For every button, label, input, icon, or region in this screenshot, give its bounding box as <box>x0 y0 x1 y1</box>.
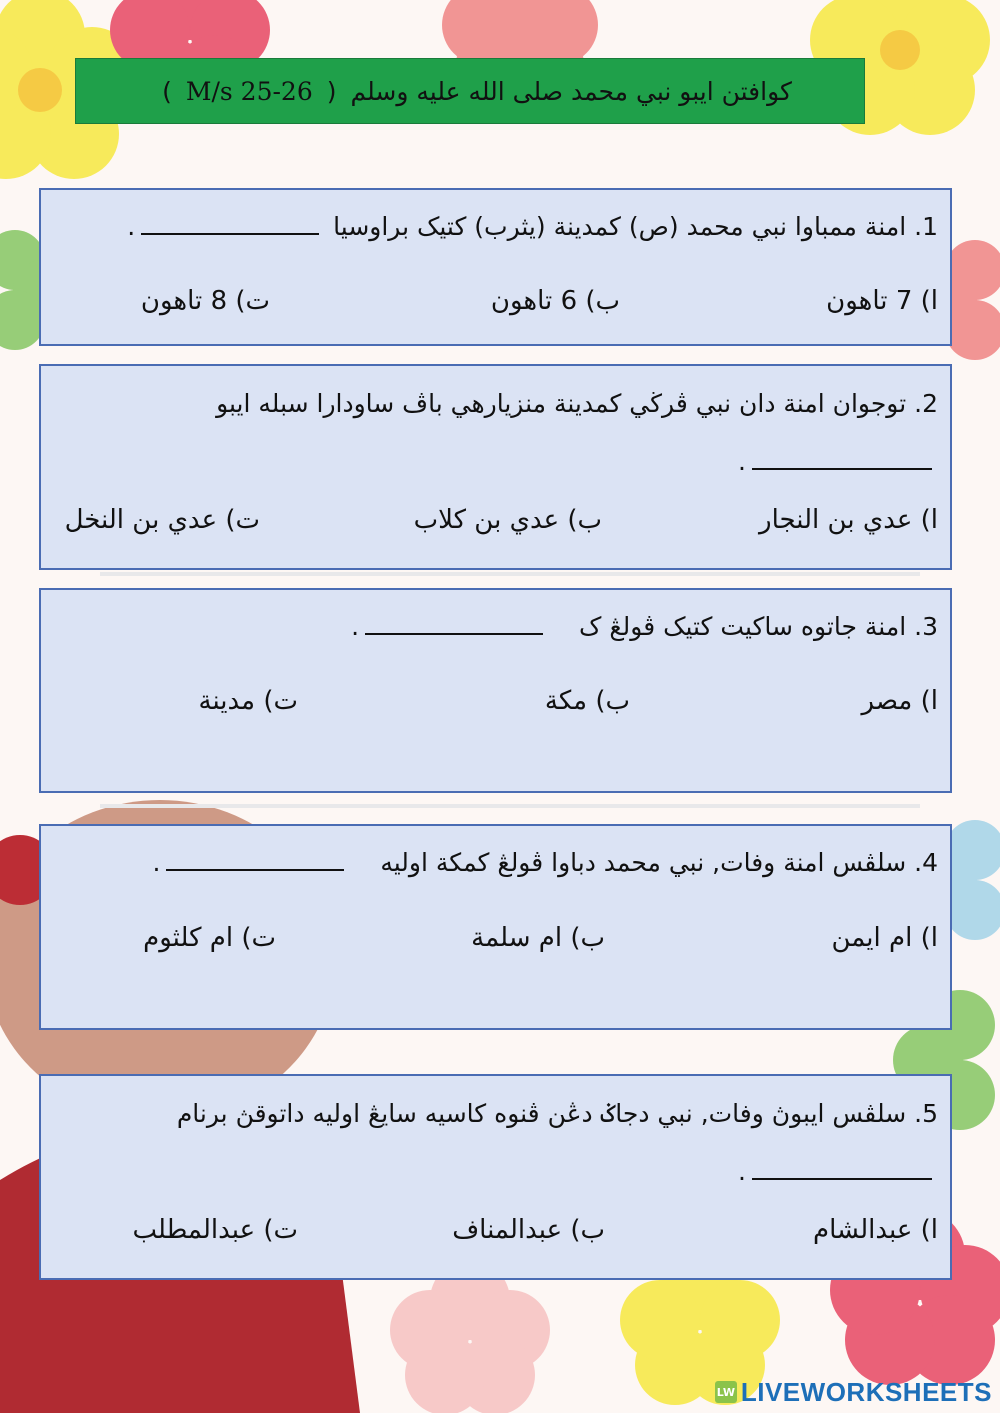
question-2-option-b[interactable]: ب) عدي بن كلاب <box>413 505 602 535</box>
question-2-number: 2. <box>914 389 938 418</box>
question-1-option-b[interactable]: ب) 6 تاهون <box>490 286 620 316</box>
question-4-end: . <box>152 848 161 877</box>
question-2-end: . <box>738 447 746 476</box>
question-5-option-b[interactable]: ب) عبدالمناف <box>452 1215 605 1245</box>
liveworksheets-icon: LW <box>715 1381 737 1403</box>
question-4-prompt: سلڤس امنة وفات, نبي محمد دباوا ڤولڠ كمكة اوليه <box>380 848 907 877</box>
divider <box>100 804 920 808</box>
title-close-paren: ) <box>162 76 172 106</box>
question-3-number: 3. <box>914 612 938 641</box>
question-5-text <box>51 1094 938 1134</box>
question-2-blank-line <box>738 442 938 482</box>
question-4-option-c[interactable]: ت) ام كلثوم <box>143 923 276 953</box>
question-1-option-a[interactable]: ا) 7 تاهون <box>826 286 938 316</box>
question-3-text <box>51 607 938 647</box>
question-4-box <box>39 824 952 1030</box>
question-1-option-c[interactable]: ت) 8 تاهون <box>140 286 270 316</box>
question-1-end: . <box>127 212 136 241</box>
question-5-blank[interactable] <box>752 1158 932 1180</box>
question-3-option-a[interactable]: ا) مصر <box>861 686 938 716</box>
question-3-box <box>39 588 952 793</box>
question-3-blank[interactable] <box>365 613 543 635</box>
question-2-option-c[interactable]: ت) عدي بن النخل <box>64 505 260 535</box>
question-1-number: 1. <box>914 212 938 241</box>
question-4-option-b[interactable]: ب) ام سلمة <box>471 923 605 953</box>
question-2-blank[interactable] <box>752 448 932 470</box>
question-3-end: . <box>351 612 360 641</box>
question-5-box <box>39 1074 952 1280</box>
question-4-text <box>51 843 938 883</box>
liveworksheets-wordmark: LIVEWORKSHEETS <box>740 1376 992 1407</box>
question-5-end: . <box>738 1157 746 1186</box>
worksheet-title-bar <box>75 58 865 124</box>
question-5-blank-line <box>738 1152 938 1192</box>
question-5-prompt: سلڤس ايبوڽ وفات, نبي دجاݢ دڠن ڤنوه كاسيه سايڠ اوليه داتوقڽ برنام <box>176 1099 907 1128</box>
question-5-option-c[interactable]: ت) عبدالمطلب <box>132 1215 298 1245</box>
question-4-number: 4. <box>914 848 938 877</box>
question-3-option-b[interactable]: ب) مكة <box>544 686 630 716</box>
title-open-paren: ( <box>326 76 337 106</box>
worksheet-title: كوافتن ايبو نبي محمد صلى الله عليه وسلم <box>350 76 792 106</box>
question-1-prompt: امنة ممباوا نبي محمد (ص) كمدينة (يثرب) كتيک براوسيا <box>333 212 907 241</box>
divider <box>100 572 920 576</box>
question-4-option-a[interactable]: ا) ام ايمن <box>831 923 938 953</box>
question-1-blank[interactable] <box>141 213 319 235</box>
question-2-box <box>39 364 952 570</box>
question-5-option-a[interactable]: ا) عبدالشام <box>812 1215 938 1245</box>
question-5-number: 5. <box>914 1099 938 1128</box>
liveworksheets-logo[interactable] <box>715 1377 992 1407</box>
question-1-box <box>39 188 952 346</box>
question-2-prompt: توجوان امنة دان نبي ڤرڬي كمدينة منزيارهي باڤ ساودارا سبله ايبو <box>216 389 907 418</box>
question-3-prompt: امنة جاتوه ساكيت كتيک ڤولڠ ک <box>579 612 907 641</box>
question-4-blank[interactable] <box>166 849 344 871</box>
question-2-text <box>51 384 938 424</box>
question-3-option-c[interactable]: ت) مدينة <box>198 686 298 716</box>
worksheet-code: M/s 25-26 <box>185 76 313 106</box>
question-2-option-a[interactable]: ا) عدي بن النجار <box>759 505 938 535</box>
question-1-text <box>51 207 938 247</box>
